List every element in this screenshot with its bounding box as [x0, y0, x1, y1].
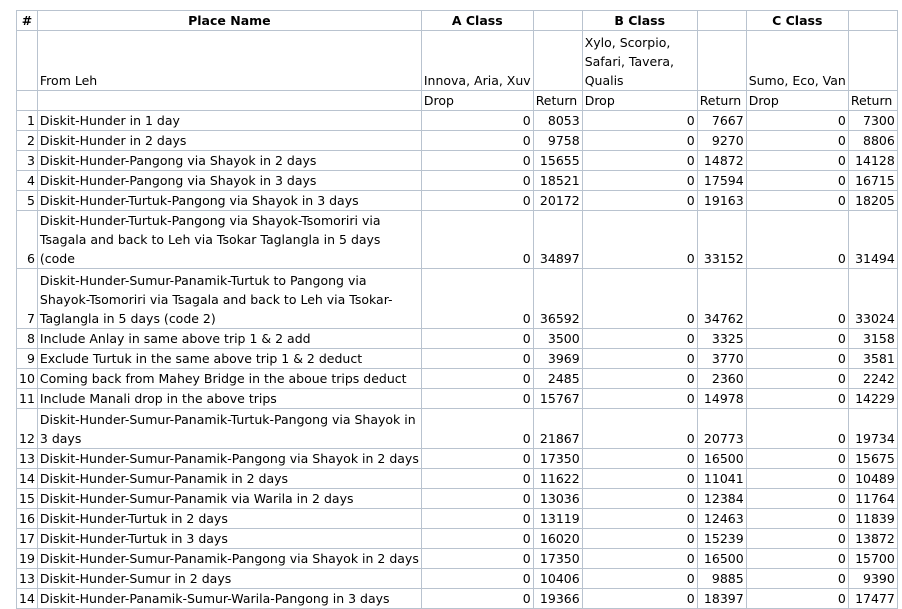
cell-empty[interactable] — [17, 91, 38, 111]
row-number-cell[interactable]: 15 — [17, 489, 38, 509]
b-drop-cell[interactable]: 0 — [582, 211, 697, 269]
place-name-cell[interactable]: Diskit-Hunder-Sumur-Panamik via Warila in 2 days — [37, 489, 421, 509]
a-drop-cell[interactable]: 0 — [421, 529, 533, 549]
c-drop-cell[interactable]: 0 — [746, 409, 848, 449]
table-row — [17, 489, 898, 509]
b-drop-cell[interactable]: 0 — [582, 191, 697, 211]
c-return-cell[interactable]: 7300 — [848, 111, 897, 131]
c-drop-cell[interactable]: 0 — [746, 589, 848, 609]
table-row — [17, 449, 898, 469]
a-drop-label[interactable]: Drop — [421, 91, 533, 111]
table-row — [17, 389, 898, 409]
table-row — [17, 589, 898, 609]
b-drop-cell[interactable]: 0 — [582, 509, 697, 529]
b-return-cell[interactable]: 9270 — [697, 131, 746, 151]
b-return-cell[interactable]: 17594 — [697, 171, 746, 191]
table-row — [17, 529, 898, 549]
place-name-cell[interactable]: Diskit-Hunder-Sumur-Panamik-Turtuk to Pangong via Shayok-Tsomoriri via Tsagala and back to Leh via Tsokar-Taglangla in 5 days (code 2) — [37, 269, 421, 329]
col-a-empty-header[interactable] — [533, 11, 582, 31]
b-return-cell[interactable]: 3770 — [697, 349, 746, 369]
place-name-cell[interactable]: Diskit-Hunder-Sumur-Panamik-Pangong via Shayok in 2 days — [37, 549, 421, 569]
a-drop-cell[interactable]: 0 — [421, 211, 533, 269]
c-drop-cell[interactable]: 0 — [746, 349, 848, 369]
b-drop-cell[interactable]: 0 — [582, 131, 697, 151]
place-name-cell[interactable]: Diskit-Hunder-Sumur-Panamik-Pangong via Shayok in 2 days — [37, 449, 421, 469]
c-drop-cell[interactable]: 0 — [746, 111, 848, 131]
fare-table — [16, 10, 898, 609]
c-return-cell[interactable]: 3158 — [848, 329, 897, 349]
table-row — [17, 171, 898, 191]
b-drop-cell[interactable]: 0 — [582, 569, 697, 589]
b-drop-cell[interactable]: 0 — [582, 449, 697, 469]
a-return-cell[interactable]: 9758 — [533, 131, 582, 151]
b-drop-cell[interactable]: 0 — [582, 549, 697, 569]
a-drop-cell[interactable]: 0 — [421, 191, 533, 211]
a-return-cell[interactable]: 18521 — [533, 171, 582, 191]
row-number-cell[interactable]: 16 — [17, 509, 38, 529]
place-name-cell[interactable]: Diskit-Hunder-Pangong via Shayok in 2 days — [37, 151, 421, 171]
a-drop-cell[interactable]: 0 — [421, 549, 533, 569]
c-return-cell[interactable]: 19734 — [848, 409, 897, 449]
table-row — [17, 329, 898, 349]
a-return-cell[interactable]: 34897 — [533, 211, 582, 269]
a-return-cell[interactable]: 2485 — [533, 369, 582, 389]
c-return-cell[interactable]: 17477 — [848, 589, 897, 609]
b-return-cell[interactable]: 19163 — [697, 191, 746, 211]
c-return-cell[interactable]: 14128 — [848, 151, 897, 171]
a-drop-cell[interactable]: 0 — [421, 509, 533, 529]
place-name-cell[interactable]: Diskit-Hunder-Sumur in 2 days — [37, 569, 421, 589]
a-vehicles-cell[interactable]: Innova, Aria, Xuv — [421, 31, 533, 91]
place-name-cell[interactable]: Diskit-Hunder-Turtuk in 3 days — [37, 529, 421, 549]
row-number-cell[interactable]: 19 — [17, 549, 38, 569]
a-drop-cell[interactable]: 0 — [421, 151, 533, 171]
place-name-cell[interactable]: Diskit-Hunder-Pangong via Shayok in 3 days — [37, 171, 421, 191]
b-return-label[interactable]: Return — [697, 91, 746, 111]
place-name-cell[interactable]: Include Anlay in same above trip 1 & 2 add — [37, 329, 421, 349]
c-drop-cell[interactable]: 0 — [746, 529, 848, 549]
row-number-cell[interactable]: 12 — [17, 409, 38, 449]
c-drop-cell[interactable]: 0 — [746, 131, 848, 151]
row-number-cell[interactable]: 14 — [17, 469, 38, 489]
table-row — [17, 349, 898, 369]
c-return-cell[interactable]: 15675 — [848, 449, 897, 469]
place-name-cell[interactable]: Diskit-Hunder in 2 days — [37, 131, 421, 151]
c-return-cell[interactable]: 9390 — [848, 569, 897, 589]
table-row — [17, 269, 898, 329]
a-return-cell[interactable]: 36592 — [533, 269, 582, 329]
row-number-cell[interactable]: 1 — [17, 111, 38, 131]
place-name-cell[interactable]: Diskit-Hunder in 1 day — [37, 111, 421, 131]
place-name-cell[interactable]: Diskit-Hunder-Sumur-Panamik-Turtuk-Pangong via Shayok in 3 days — [37, 409, 421, 449]
c-return-cell[interactable]: 11764 — [848, 489, 897, 509]
a-drop-cell[interactable]: 0 — [421, 369, 533, 389]
place-name-cell[interactable]: Include Manali drop in the above trips — [37, 389, 421, 409]
a-drop-cell[interactable]: 0 — [421, 449, 533, 469]
place-name-cell[interactable]: Diskit-Hunder-Turtuk-Pangong via Shayok-Tsomoriri via Tsagala and back to Leh via Tsokar Taglangla in 5 days (code — [37, 211, 421, 269]
a-return-cell[interactable]: 15767 — [533, 389, 582, 409]
b-return-cell[interactable]: 14872 — [697, 151, 746, 171]
b-drop-cell[interactable]: 0 — [582, 369, 697, 389]
c-drop-cell[interactable]: 0 — [746, 469, 848, 489]
b-return-cell[interactable]: 15239 — [697, 529, 746, 549]
a-return-cell[interactable]: 13036 — [533, 489, 582, 509]
table-row — [17, 409, 898, 449]
b-return-cell[interactable]: 34762 — [697, 269, 746, 329]
b-return-cell[interactable]: 14978 — [697, 389, 746, 409]
b-drop-cell[interactable]: 0 — [582, 589, 697, 609]
a-drop-cell[interactable]: 0 — [421, 329, 533, 349]
b-return-cell[interactable]: 16500 — [697, 449, 746, 469]
row-number-cell[interactable]: 17 — [17, 529, 38, 549]
b-drop-cell[interactable]: 0 — [582, 329, 697, 349]
table-row — [17, 191, 898, 211]
place-name-cell[interactable]: Diskit-Hunder-Panamik-Sumur-Warila-Pangong in 3 days — [37, 589, 421, 609]
row-number-cell[interactable]: 7 — [17, 269, 38, 329]
table-row — [17, 151, 898, 171]
b-return-cell[interactable]: 12463 — [697, 509, 746, 529]
c-drop-cell[interactable]: 0 — [746, 211, 848, 269]
a-return-cell[interactable]: 3969 — [533, 349, 582, 369]
from-leh-cell[interactable]: From Leh — [37, 31, 421, 91]
table-row — [17, 509, 898, 529]
b-return-cell[interactable]: 9885 — [697, 569, 746, 589]
c-drop-cell[interactable]: 0 — [746, 549, 848, 569]
row-number-cell[interactable]: 5 — [17, 191, 38, 211]
row-number-cell[interactable]: 6 — [17, 211, 38, 269]
b-return-cell[interactable]: 12384 — [697, 489, 746, 509]
c-return-cell[interactable]: 14229 — [848, 389, 897, 409]
c-return-cell[interactable]: 8806 — [848, 131, 897, 151]
a-return-cell[interactable]: 3500 — [533, 329, 582, 349]
vehicle-row — [17, 31, 898, 91]
c-return-cell[interactable]: 18205 — [848, 191, 897, 211]
a-drop-cell[interactable]: 0 — [421, 111, 533, 131]
place-name-cell[interactable]: Diskit-Hunder-Turtuk in 2 days — [37, 509, 421, 529]
b-drop-cell[interactable]: 0 — [582, 111, 697, 131]
c-drop-cell[interactable]: 0 — [746, 329, 848, 349]
cell-empty[interactable] — [848, 31, 897, 91]
place-name-cell[interactable]: Coming back from Mahey Bridge in the aboue trips deduct — [37, 369, 421, 389]
c-return-cell[interactable]: 15700 — [848, 549, 897, 569]
c-drop-cell[interactable]: 0 — [746, 509, 848, 529]
c-return-cell[interactable]: 11839 — [848, 509, 897, 529]
b-drop-cell[interactable]: 0 — [582, 469, 697, 489]
b-drop-cell[interactable]: 0 — [582, 409, 697, 449]
a-return-cell[interactable]: 13119 — [533, 509, 582, 529]
b-return-cell[interactable]: 20773 — [697, 409, 746, 449]
table-row — [17, 549, 898, 569]
b-return-cell[interactable]: 33152 — [697, 211, 746, 269]
a-return-cell[interactable]: 11622 — [533, 469, 582, 489]
col-index-header[interactable]: # — [17, 11, 38, 31]
table-row — [17, 131, 898, 151]
c-return-cell[interactable]: 33024 — [848, 269, 897, 329]
c-drop-cell[interactable]: 0 — [746, 269, 848, 329]
c-drop-cell[interactable]: 0 — [746, 171, 848, 191]
cell-empty[interactable] — [37, 91, 421, 111]
row-number-cell[interactable]: 4 — [17, 171, 38, 191]
c-return-cell[interactable]: 16715 — [848, 171, 897, 191]
b-drop-cell[interactable]: 0 — [582, 349, 697, 369]
b-return-cell[interactable]: 3325 — [697, 329, 746, 349]
b-drop-cell[interactable]: 0 — [582, 151, 697, 171]
a-return-cell[interactable]: 21867 — [533, 409, 582, 449]
a-drop-cell[interactable]: 0 — [421, 349, 533, 369]
a-drop-cell[interactable]: 0 — [421, 469, 533, 489]
cell-empty[interactable] — [533, 31, 582, 91]
a-return-cell[interactable]: 8053 — [533, 111, 582, 131]
c-drop-cell[interactable]: 0 — [746, 191, 848, 211]
a-drop-cell[interactable]: 0 — [421, 569, 533, 589]
b-vehicles-cell[interactable]: Xylo, Scorpio, Safari, Tavera, Qualis — [582, 31, 697, 91]
drop-return-row — [17, 91, 898, 111]
a-return-cell[interactable]: 15655 — [533, 151, 582, 171]
c-drop-cell[interactable]: 0 — [746, 151, 848, 171]
c-return-cell[interactable]: 3581 — [848, 349, 897, 369]
table-row — [17, 211, 898, 269]
table-row — [17, 111, 898, 131]
c-return-cell[interactable]: 2242 — [848, 369, 897, 389]
b-return-cell[interactable]: 18397 — [697, 589, 746, 609]
a-drop-cell[interactable]: 0 — [421, 171, 533, 191]
place-name-cell[interactable]: Diskit-Hunder-Turtuk-Pangong via Shayok in 3 days — [37, 191, 421, 211]
table-row — [17, 569, 898, 589]
c-drop-cell[interactable]: 0 — [746, 449, 848, 469]
a-return-cell[interactable]: 17350 — [533, 549, 582, 569]
c-return-cell[interactable]: 31494 — [848, 211, 897, 269]
table-row — [17, 369, 898, 389]
a-return-cell[interactable]: 10406 — [533, 569, 582, 589]
a-return-cell[interactable]: 19366 — [533, 589, 582, 609]
col-b-class-header[interactable]: B Class — [582, 11, 697, 31]
c-drop-cell[interactable]: 0 — [746, 569, 848, 589]
b-return-cell[interactable]: 7667 — [697, 111, 746, 131]
a-return-cell[interactable]: 20172 — [533, 191, 582, 211]
cell-empty[interactable] — [17, 31, 38, 91]
c-return-cell[interactable]: 13872 — [848, 529, 897, 549]
c-drop-label[interactable]: Drop — [746, 91, 848, 111]
c-return-label[interactable]: Return — [848, 91, 897, 111]
cell-empty[interactable] — [697, 31, 746, 91]
c-drop-cell[interactable]: 0 — [746, 369, 848, 389]
c-return-cell[interactable]: 10489 — [848, 469, 897, 489]
a-drop-cell[interactable]: 0 — [421, 389, 533, 409]
place-name-cell[interactable]: Exclude Turtuk in the same above trip 1 & 2 deduct — [37, 349, 421, 369]
row-number-cell[interactable]: 13 — [17, 449, 38, 469]
b-drop-cell[interactable]: 0 — [582, 269, 697, 329]
a-drop-cell[interactable]: 0 — [421, 589, 533, 609]
row-number-cell[interactable]: 13 — [17, 569, 38, 589]
a-return-cell[interactable]: 17350 — [533, 449, 582, 469]
row-number-cell[interactable]: 9 — [17, 349, 38, 369]
col-a-class-header[interactable]: A Class — [421, 11, 533, 31]
c-drop-cell[interactable]: 0 — [746, 389, 848, 409]
col-c-empty-header[interactable] — [848, 11, 897, 31]
row-number-cell[interactable]: 14 — [17, 589, 38, 609]
col-b-empty-header[interactable] — [697, 11, 746, 31]
b-drop-cell[interactable]: 0 — [582, 489, 697, 509]
b-return-cell[interactable]: 11041 — [697, 469, 746, 489]
b-drop-cell[interactable]: 0 — [582, 171, 697, 191]
a-return-cell[interactable]: 16020 — [533, 529, 582, 549]
b-drop-cell[interactable]: 0 — [582, 529, 697, 549]
row-number-cell[interactable]: 8 — [17, 329, 38, 349]
place-name-cell[interactable]: Diskit-Hunder-Sumur-Panamik in 2 days — [37, 469, 421, 489]
c-vehicles-cell[interactable]: Sumo, Eco, Van — [746, 31, 848, 91]
table-row — [17, 469, 898, 489]
b-drop-label[interactable]: Drop — [582, 91, 697, 111]
b-drop-cell[interactable]: 0 — [582, 389, 697, 409]
a-return-label[interactable]: Return — [533, 91, 582, 111]
col-place-header[interactable]: Place Name — [37, 11, 421, 31]
a-drop-cell[interactable]: 0 — [421, 489, 533, 509]
col-c-class-header[interactable]: C Class — [746, 11, 848, 31]
a-drop-cell[interactable]: 0 — [421, 269, 533, 329]
b-return-cell[interactable]: 16500 — [697, 549, 746, 569]
c-drop-cell[interactable]: 0 — [746, 489, 848, 509]
b-return-cell[interactable]: 2360 — [697, 369, 746, 389]
row-number-cell[interactable]: 2 — [17, 131, 38, 151]
row-number-cell[interactable]: 3 — [17, 151, 38, 171]
a-drop-cell[interactable]: 0 — [421, 131, 533, 151]
a-drop-cell[interactable]: 0 — [421, 409, 533, 449]
row-number-cell[interactable]: 10 — [17, 369, 38, 389]
row-number-cell[interactable]: 11 — [17, 389, 38, 409]
header-row — [17, 11, 898, 31]
